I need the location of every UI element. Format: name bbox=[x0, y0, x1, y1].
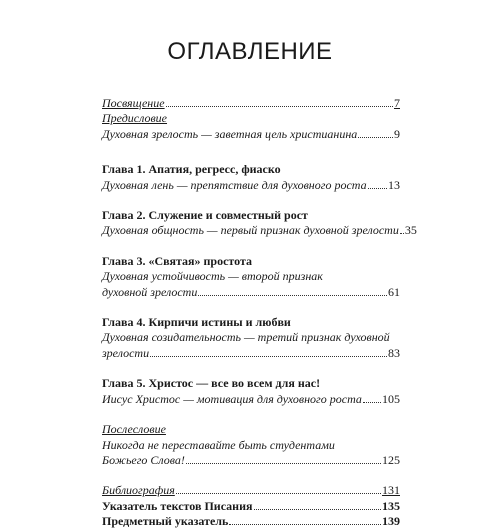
toc-entry-afterword[interactable] bbox=[102, 453, 400, 468]
dot-leader bbox=[368, 188, 387, 189]
toc-entry-label: Духовная лень — препятствие для духовного роста bbox=[102, 177, 367, 192]
toc-entry-label: Духовная созидательность — третий признак духовной bbox=[102, 330, 390, 345]
toc-entry-chapter-2[interactable] bbox=[102, 223, 417, 238]
toc-entry-label: Духовная зрелость — заветная цель христианина bbox=[102, 126, 358, 141]
toc-entry-label: Посвящение bbox=[102, 96, 165, 110]
toc-heading-chapter-3 bbox=[102, 254, 400, 269]
toc-entry-label: духовной зрелости bbox=[102, 284, 198, 299]
toc-entry-chapter-4[interactable] bbox=[102, 346, 400, 361]
dot-leader bbox=[176, 493, 381, 494]
toc-entry-preface[interactable] bbox=[102, 127, 400, 142]
toc-entry-chapter-4-line-1[interactable] bbox=[102, 330, 400, 345]
toc-heading-chapter-4 bbox=[102, 315, 400, 330]
toc-heading-preface bbox=[102, 111, 400, 126]
toc-page-number: 35 bbox=[404, 223, 417, 238]
toc-page-number: 83 bbox=[388, 345, 400, 360]
toc-heading-label: Глава 4. Кирпичи истины и любви bbox=[102, 315, 291, 330]
toc-page-number: 139 bbox=[382, 514, 400, 529]
dot-leader bbox=[400, 233, 404, 234]
dot-leader bbox=[150, 356, 387, 357]
toc-page-number: 125 bbox=[382, 452, 400, 467]
table-of-contents bbox=[102, 96, 417, 530]
toc-page-number: 135 bbox=[382, 498, 400, 513]
toc-entry-label: Библиография bbox=[102, 483, 175, 498]
dot-leader bbox=[166, 106, 393, 107]
toc-entry-chapter-3[interactable] bbox=[102, 285, 400, 300]
dot-leader bbox=[363, 402, 381, 403]
toc-entry-chapter-5[interactable] bbox=[102, 392, 400, 407]
toc-heading-label: Послесловие bbox=[102, 422, 166, 437]
toc-page-number: 105 bbox=[382, 391, 400, 406]
toc-heading-label: Предисловие bbox=[102, 111, 168, 126]
toc-entry-label: зрелости bbox=[102, 345, 150, 360]
toc-entry-label: Предметный указатель bbox=[102, 514, 229, 529]
dot-leader bbox=[254, 509, 382, 510]
toc-entry-label: Указатель текстов Писания bbox=[102, 498, 253, 513]
toc-entry-chapter-3-line-1[interactable] bbox=[102, 269, 400, 284]
toc-page-number: 9 bbox=[394, 126, 400, 141]
toc-entry-scripture-index[interactable] bbox=[102, 499, 400, 514]
dot-leader bbox=[358, 137, 393, 138]
toc-page-number: 7 bbox=[394, 96, 400, 110]
toc-page-number: 131 bbox=[382, 483, 400, 498]
dot-leader bbox=[229, 524, 381, 525]
toc-heading-chapter-2 bbox=[102, 208, 400, 223]
toc-heading-label: Глава 1. Апатия, регресс, фиаско bbox=[102, 162, 281, 177]
toc-page-number: 61 bbox=[388, 284, 400, 299]
toc-entry-label: Духовная общность — первый признак духовной зрелости bbox=[102, 223, 399, 238]
toc-entry-dedication[interactable] bbox=[102, 96, 400, 111]
toc-entry-subject-index[interactable] bbox=[102, 514, 400, 529]
toc-heading-chapter-5 bbox=[102, 376, 400, 391]
toc-entry-afterword-line-1[interactable] bbox=[102, 438, 400, 453]
toc-entry-chapter-1[interactable] bbox=[102, 178, 400, 193]
toc-heading-label: Глава 3. «Святая» простота bbox=[102, 253, 253, 268]
dot-leader bbox=[186, 463, 381, 464]
toc-entry-label: Никогда не переставайте быть студентами bbox=[102, 437, 335, 452]
toc-heading-chapter-1 bbox=[102, 162, 400, 177]
toc-heading-label: Глава 5. Христос — все во всем для нас! bbox=[102, 376, 321, 391]
toc-entry-bibliography[interactable] bbox=[102, 483, 400, 498]
toc-page-number: 13 bbox=[388, 177, 400, 192]
page-title: ОГЛАВЛЕНИЕ bbox=[167, 38, 333, 65]
toc-entry-label: Духовная устойчивость — второй признак bbox=[102, 269, 323, 284]
toc-entry-label: Иисус Христос — мотивация для духовного роста bbox=[102, 391, 362, 406]
toc-entry-label: Божьего Слова! bbox=[102, 452, 185, 467]
dot-leader bbox=[198, 295, 387, 296]
toc-heading-label: Глава 2. Служение и совместный рост bbox=[102, 208, 308, 223]
toc-heading-afterword bbox=[102, 422, 400, 437]
